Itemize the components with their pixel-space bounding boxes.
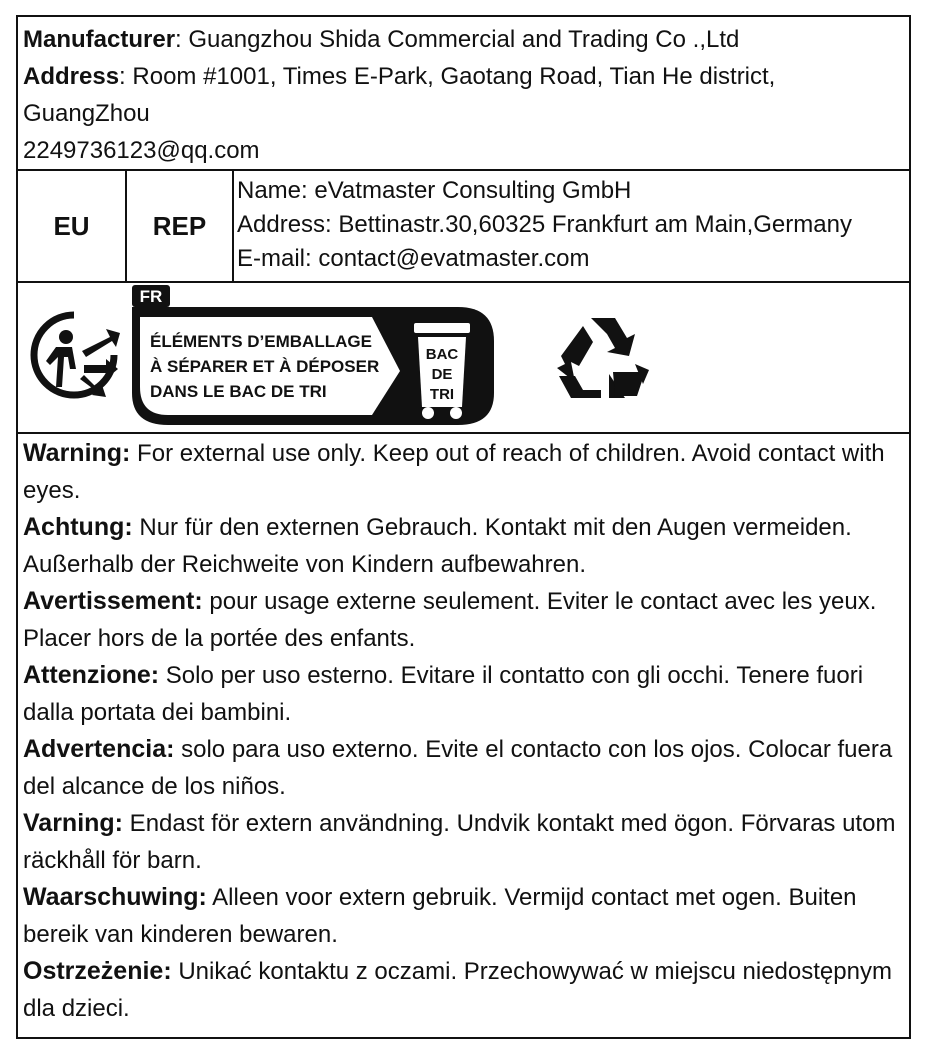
manufacturer-address: Room #1001, Times E-Park, Gaotang Road, Tian He district, GuangZhou [23, 63, 776, 127]
manufacturer-email: 2249736123@qq.com [23, 137, 260, 164]
manufacturer-section [23, 21, 903, 169]
triman-sorting-info [128, 283, 498, 428]
recycle-icon [553, 312, 653, 404]
warning-item [23, 731, 903, 805]
warning-heading: Waarschuwing: [23, 883, 207, 911]
address-line: Address: Room #1001, Times E-Park, Gaotang Road, Tian He district, GuangZhou [23, 63, 776, 127]
warning-text: For external use only. Keep out of reach of children. Avoid contact with eyes. [23, 440, 885, 504]
warning-text: Unikać kontaktu z oczami. Przechowywać w miejscu niedostępnym dla dzieci. [23, 958, 892, 1022]
warning-heading: Ostrzeżenie: [23, 957, 172, 985]
rep-cell: REP [152, 210, 207, 241]
bin-label-2: DE [431, 366, 453, 383]
warning-item [23, 953, 903, 1027]
warning-item [23, 509, 903, 583]
warning-text: pour usage externe seulement. Eviter le contact avec les yeux. Placer hors de la portée des enfants. [23, 588, 877, 652]
warning-item [23, 435, 903, 509]
warning-heading: Varning: [23, 809, 124, 837]
warning-heading: Warning: [23, 439, 131, 467]
divider [18, 432, 909, 434]
ec-rep-name: Name: eVatmaster Consulting GmbH [237, 177, 632, 204]
sorting-bin-icon [414, 323, 470, 419]
warning-text: solo para uso externo. Evite el contacto con los ojos. Colocar fuera del alcance de los niños. [23, 736, 893, 800]
warning-text: Nur für den externen Gebrauch. Kontakt mit den Augen vermeiden. Außerhalb der Reichweite von Kindern aufbewahren. [23, 514, 852, 578]
triman-icon [26, 307, 122, 403]
divider [232, 169, 234, 281]
triman-line-3: DANS LE BAC DE TRI [150, 382, 327, 401]
warning-text: Alleen voor extern gebruik. Vermijd contact met ogen. Buiten bereik van kinderen bewaren. [23, 884, 857, 948]
bin-label-1: BAC [425, 346, 459, 363]
manufacturer-label: Manufacturer [23, 26, 176, 53]
warnings-section [23, 435, 903, 1027]
manufacturer-name: Guangzhou Shida Commercial and Trading Co .,Ltd [188, 26, 740, 53]
ec-rep-address: Address: Bettinastr.30,60325 Frankfurt am Main,Germany [237, 211, 852, 238]
ec-rep-email: E-mail: contact@evatmaster.com [237, 245, 590, 272]
warning-item [23, 879, 903, 953]
warning-item [23, 657, 903, 731]
triman-line-2: À SÉPARER ET À DÉPOSER [150, 357, 380, 376]
warning-heading: Advertencia: [23, 735, 175, 763]
manufacturer-line: Manufacturer: Guangzhou Shida Commercial and Trading Co .,Ltd [23, 26, 740, 53]
product-label [16, 15, 911, 1039]
warning-item [23, 805, 903, 879]
warning-text: Solo per uso esterno. Evitare il contatto con gli occhi. Tenere fuori dalla portata dei bambini. [23, 662, 864, 726]
warning-heading: Achtung: [23, 513, 133, 541]
warning-text: Endast för extern användning. Undvik kontakt med ögon. Förvaras utom räckhåll för barn. [23, 810, 896, 874]
warning-heading: Avertissement: [23, 587, 203, 615]
eu-cell: EU [53, 210, 90, 241]
triman-country: FR [139, 287, 163, 306]
warning-item [23, 583, 903, 657]
triman-line-1: ÉLÉMENTS D’EMBALLAGE [150, 332, 372, 351]
address-label: Address [23, 63, 120, 90]
ec-rep-info [237, 174, 852, 276]
bin-label-3: TRI [429, 386, 455, 403]
warning-heading: Attenzione: [23, 661, 160, 689]
